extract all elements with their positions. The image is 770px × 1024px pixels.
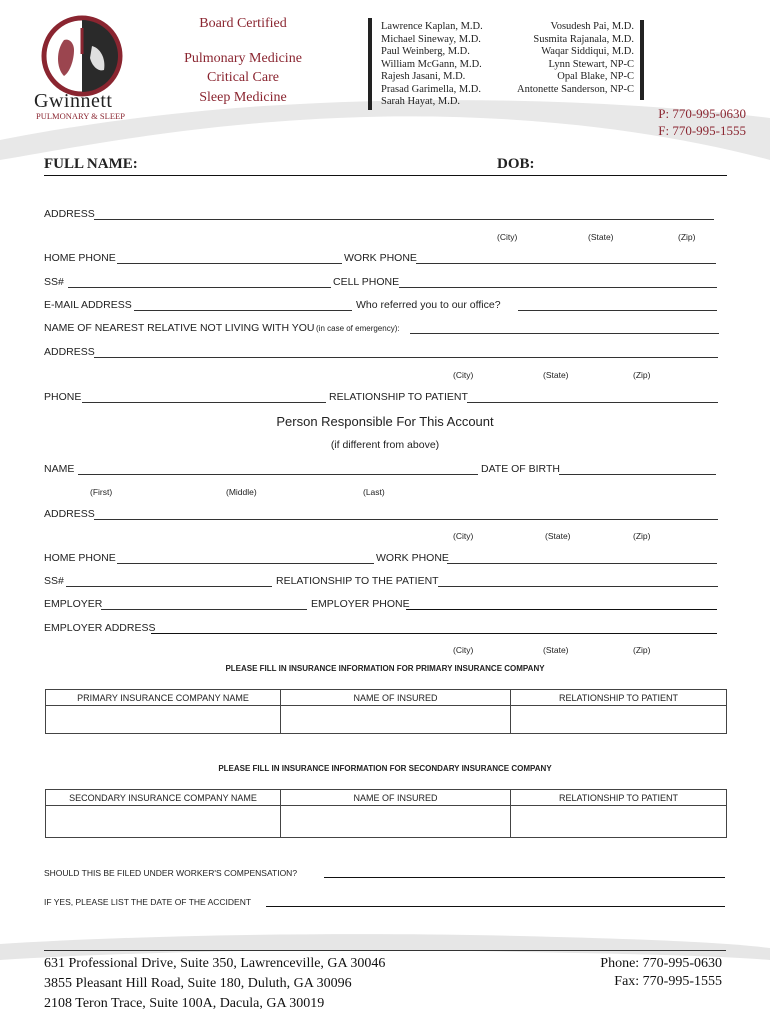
table-cell[interactable] bbox=[511, 706, 727, 734]
full-name-line[interactable] bbox=[44, 175, 727, 176]
responsible-work-phone-line[interactable] bbox=[447, 563, 717, 564]
state-label: (State) bbox=[545, 531, 571, 541]
doctor-name: Lynn Stewart, NP-C bbox=[548, 58, 634, 70]
state-label: (State) bbox=[543, 370, 569, 380]
dob-label: DOB: bbox=[497, 156, 535, 172]
divider-bar bbox=[640, 20, 644, 100]
home-phone-line[interactable] bbox=[117, 263, 342, 264]
secondary-insurance-heading: PLEASE FILL IN INSURANCE INFORMATION FOR SECONDARY INSURANCE COMPANY bbox=[218, 764, 552, 773]
responsible-subtitle: (if different from above) bbox=[330, 439, 440, 451]
relative-phone-label: PHONE bbox=[44, 391, 82, 403]
responsible-address-line[interactable] bbox=[94, 519, 718, 520]
table-header: RELATIONSHIP TO PATIENT bbox=[511, 690, 727, 706]
email-line[interactable] bbox=[134, 310, 352, 311]
doctor-list-left bbox=[381, 21, 483, 109]
referred-label: Who referred you to our office? bbox=[356, 299, 501, 311]
logo-subtitle: PULMONARY & SLEEP bbox=[36, 111, 125, 121]
state-label: (State) bbox=[588, 232, 614, 242]
date-of-birth-label: DATE OF BIRTH bbox=[481, 463, 560, 475]
doctor-name: William McGann, M.D. bbox=[381, 58, 482, 70]
footer-address: 2108 Teron Trace, Suite 100A, Dacula, GA 30019 bbox=[44, 996, 325, 1011]
employer-phone-label: EMPLOYER PHONE bbox=[311, 598, 410, 610]
workers-comp-label: SHOULD THIS BE FILED UNDER WORKER'S COMPENSATION? bbox=[44, 868, 298, 878]
primary-insurance-table bbox=[45, 689, 727, 734]
zip-label: (Zip) bbox=[633, 645, 651, 655]
nearest-relative-label: NAME OF NEAREST RELATIVE NOT LIVING WITH YOU bbox=[44, 322, 315, 334]
middle-label: (Middle) bbox=[226, 487, 257, 497]
doctor-name: Michael Sineway, M.D. bbox=[381, 33, 481, 45]
responsible-ss-label: SS# bbox=[44, 575, 64, 587]
responsible-ss-line[interactable] bbox=[66, 586, 272, 587]
doctor-name: Rajesh Jasani, M.D. bbox=[381, 71, 466, 82]
table-header: PRIMARY INSURANCE COMPANY NAME bbox=[46, 690, 281, 706]
relationship-label: RELATIONSHIP TO PATIENT bbox=[329, 391, 468, 403]
footer-address: 631 Professional Drive, Suite 350, Lawrenceville, GA 30046 bbox=[44, 956, 386, 971]
zip-label: (Zip) bbox=[678, 232, 696, 242]
relationship-line[interactable] bbox=[467, 402, 718, 403]
table-cell[interactable] bbox=[46, 806, 281, 838]
full-name-label: FULL NAME: bbox=[44, 156, 138, 172]
table-cell[interactable] bbox=[281, 706, 511, 734]
ss-line[interactable] bbox=[68, 287, 331, 288]
relative-address-line[interactable] bbox=[94, 357, 718, 358]
logo-name: Gwinnett bbox=[34, 90, 113, 112]
footer-addresses bbox=[44, 954, 385, 1014]
lungs-logo-icon bbox=[34, 10, 134, 102]
table-header: SECONDARY INSURANCE COMPANY NAME bbox=[46, 790, 281, 806]
email-label: E-MAIL ADDRESS bbox=[44, 299, 132, 311]
header-phone: P: 770-995-0630 bbox=[658, 106, 746, 121]
responsible-home-phone-line[interactable] bbox=[117, 563, 374, 564]
in-case-label: (in case of emergency): bbox=[316, 324, 400, 333]
work-phone-line[interactable] bbox=[416, 263, 716, 264]
last-label: (Last) bbox=[363, 487, 385, 497]
first-label: (First) bbox=[90, 487, 113, 497]
table-cell[interactable] bbox=[46, 706, 281, 734]
doctor-name: Waqar Siddiqui, M.D. bbox=[541, 46, 634, 57]
primary-insurance-heading: PLEASE FILL IN INSURANCE INFORMATION FOR PRIMARY INSURANCE COMPANY bbox=[225, 664, 545, 673]
city-label: (City) bbox=[453, 531, 474, 541]
responsible-title: Person Responsible For This Account bbox=[276, 414, 494, 429]
employer-address-line[interactable] bbox=[151, 633, 717, 634]
specialty-pulmonary: Pulmonary Medicine bbox=[184, 51, 302, 66]
footer-fax: Fax: 770-995-1555 bbox=[614, 974, 722, 989]
secondary-insurance-table bbox=[45, 789, 727, 838]
workers-comp-line[interactable] bbox=[324, 877, 725, 878]
relative-phone-line[interactable] bbox=[82, 402, 326, 403]
home-phone-label: HOME PHONE bbox=[44, 252, 116, 264]
table-cell[interactable] bbox=[281, 806, 511, 838]
state-label: (State) bbox=[543, 645, 569, 655]
table-cell[interactable] bbox=[511, 806, 727, 838]
responsible-address-label: ADDRESS bbox=[44, 508, 95, 520]
doctor-name: Susmita Rajanala, M.D. bbox=[533, 33, 634, 45]
relative-address-label: ADDRESS bbox=[44, 346, 95, 358]
divider-bar bbox=[368, 18, 372, 110]
header-fax: F: 770-995-1555 bbox=[658, 123, 746, 138]
board-certified: Board Certified bbox=[199, 16, 287, 31]
work-phone-label: WORK PHONE bbox=[344, 252, 417, 264]
employer-address-label: EMPLOYER ADDRESS bbox=[44, 622, 156, 634]
doctor-name: Antonette Sanderson, NP-C bbox=[517, 83, 634, 95]
responsible-work-phone-label: WORK PHONE bbox=[376, 552, 449, 564]
city-label: (City) bbox=[453, 370, 474, 380]
specialty-sleep: Sleep Medicine bbox=[199, 90, 287, 105]
city-label: (City) bbox=[453, 645, 474, 655]
employer-line[interactable] bbox=[101, 609, 307, 610]
zip-label: (Zip) bbox=[633, 370, 651, 380]
city-label: (City) bbox=[497, 232, 518, 242]
doctor-list-right bbox=[500, 21, 634, 96]
date-of-birth-line[interactable] bbox=[559, 474, 716, 475]
address-line[interactable] bbox=[94, 219, 714, 220]
referred-line[interactable] bbox=[518, 310, 717, 311]
relationship-to-the-label: RELATIONSHIP TO THE PATIENT bbox=[276, 575, 439, 587]
table-header: NAME OF INSURED bbox=[281, 690, 511, 706]
footer-phone: Phone: 770-995-0630 bbox=[600, 956, 722, 971]
doctor-name: Sarah Hayat, M.D. bbox=[381, 96, 461, 107]
employer-phone-line[interactable] bbox=[406, 609, 717, 610]
doctor-name: Vosudesh Pai, M.D. bbox=[550, 21, 634, 32]
responsible-name-line[interactable] bbox=[78, 474, 478, 475]
doctor-name: Lawrence Kaplan, M.D. bbox=[381, 21, 483, 32]
footer-divider bbox=[44, 950, 726, 951]
ss-label: SS# bbox=[44, 276, 64, 288]
doctor-name: Paul Weinberg, M.D. bbox=[381, 46, 470, 57]
relationship-to-the-line[interactable] bbox=[438, 586, 718, 587]
accident-line[interactable] bbox=[266, 906, 725, 907]
specialty-critical-care: Critical Care bbox=[207, 70, 279, 85]
cell-phone-label: CELL PHONE bbox=[333, 276, 400, 288]
doctor-name: Opal Blake, NP-C bbox=[557, 71, 634, 82]
cell-phone-line[interactable] bbox=[399, 287, 717, 288]
footer-address: 3855 Pleasant Hill Road, Suite 180, Duluth, GA 30096 bbox=[44, 976, 352, 991]
accident-label: IF YES, PLEASE LIST THE DATE OF THE ACCIDENT bbox=[44, 897, 252, 907]
responsible-home-phone-label: HOME PHONE bbox=[44, 552, 116, 564]
nearest-relative-line[interactable] bbox=[410, 333, 719, 334]
zip-label: (Zip) bbox=[633, 531, 651, 541]
table-header: RELATIONSHIP TO PATIENT bbox=[511, 790, 727, 806]
logo bbox=[34, 10, 134, 122]
table-header: NAME OF INSURED bbox=[281, 790, 511, 806]
responsible-name-label: NAME bbox=[44, 463, 75, 475]
doctor-name: Prasad Garimella, M.D. bbox=[381, 83, 482, 95]
address-label: ADDRESS bbox=[44, 208, 95, 220]
employer-label: EMPLOYER bbox=[44, 598, 103, 610]
